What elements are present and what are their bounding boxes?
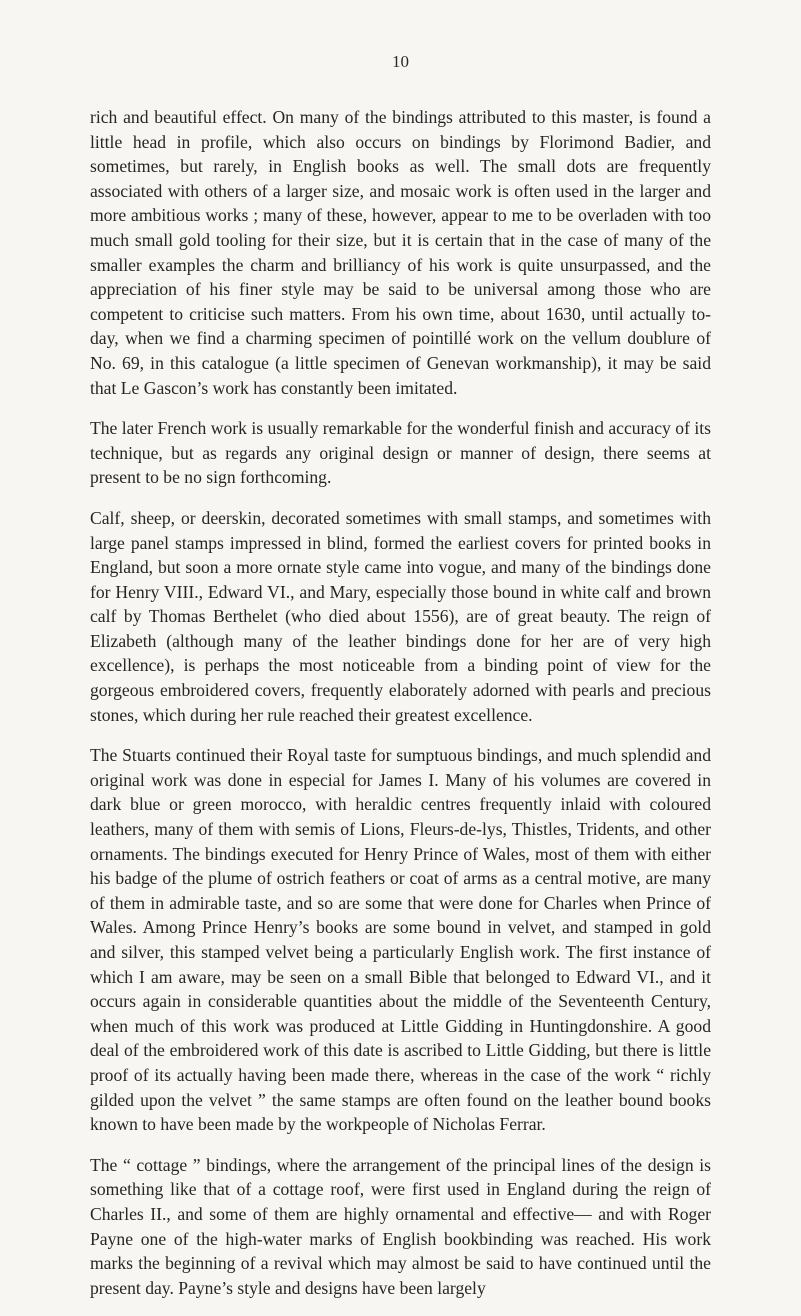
body-text — [90, 105, 711, 1316]
paragraph-2: The later French work is usually remarkable for the wonderful finish and accuracy of its technique, but as regards any original design or manner of design, there seems at present to be no sign forthcoming. — [90, 418, 711, 488]
paragraph-4: The Stuarts continued their Royal taste for sumptuous bindings, and much splendid and original work was done in especial for James I. Many of his volumes are covered in dark blue or green morocco, with heraldic centres frequently inlaid with coloured leathers, many of them with semis of Lions, Fleurs-de-lys, Thistles, Tridents, and other ornaments. The bindings executed for Henry Prince of Wales, most of them with either his badge of the plume of ostrich feathers or coat of arms as a central motive, are many of them in admirable taste, and so are some that were done for Charles when Prince of Wales. Among Prince Henry’s books are some bound in velvet, and stamped in gold and silver, this stamped velvet being a particularly English work. The first instance of which I am aware, may be seen on a small Bible that belonged to Edward VI., and it occurs again in considerable quantities about the middle of the Seventeenth Century, when much of this work was produced at Little Gidding in Huntingdonshire. A good deal of the embroidered work of this date is ascribed to Little Gidding, but there is little proof of its actually having been made there, whereas in the case of the work “ richly gilded upon the velvet ” the same stamps are often found on the leather bound books known to have been made by the workpeople of Nicholas Ferrar. — [90, 745, 711, 1135]
page-number: 10 — [392, 52, 409, 71]
paragraph-1: rich and beautiful effect. On many of the bindings attributed to this master, is found a little head in profile, which also occurs on bindings by Florimond Badier, and sometimes, but rarely, in English books as well. The small dots are frequently associated with others of a larger size, and mosaic work is often used in the larger and more ambitious works ; many of these, however, appear to me to be overladen with too much small gold tooling for their size, but it is certain that in the case of many of the smaller examples the charm and brilliancy of his work is quite unsurpassed, and the appreciation of his finer style may be said to be universal among those who are competent to criticise such matters. From his own time, about 1630, until actually to-day, when we find a charming specimen of pointillé work on the vellum doublure of No. 69, in this catalogue (a little specimen of Genevan workmanship), it may be said that Le Gascon’s work has constantly been imitated. — [90, 107, 711, 398]
paragraph-5: The “ cottage ” bindings, where the arrangement of the principal lines of the design is something like that of a cottage roof, were first used in England during the reign of Charles II., and some of them are highly ornamental and effective— and with Roger Payne one of the high-water marks of English bookbinding was reached. His work marks the beginning of a revival which may almost be said to have continued until the present day. Payne’s style and designs have been largely — [90, 1154, 711, 1298]
paragraph-3: Calf, sheep, or deerskin, decorated sometimes with small stamps, and sometimes with large panel stamps impressed in blind, formed the earliest covers for printed books in England, but soon a more ornate style came into vogue, and many of the bindings done for Henry VIII., Edward VI., and Mary, especially those bound in white calf and brown calf by Thomas Berthelet (who died about 1556), are of great beauty. The reign of Elizabeth (although many of the leather bindings done for her are of very high excellence), is perhaps the most noticeable from a binding point of view for the gorgeous embroidered covers, frequently elaborately adorned with pearls and precious stones, which during her rule reached their greatest excellence. — [90, 507, 711, 725]
